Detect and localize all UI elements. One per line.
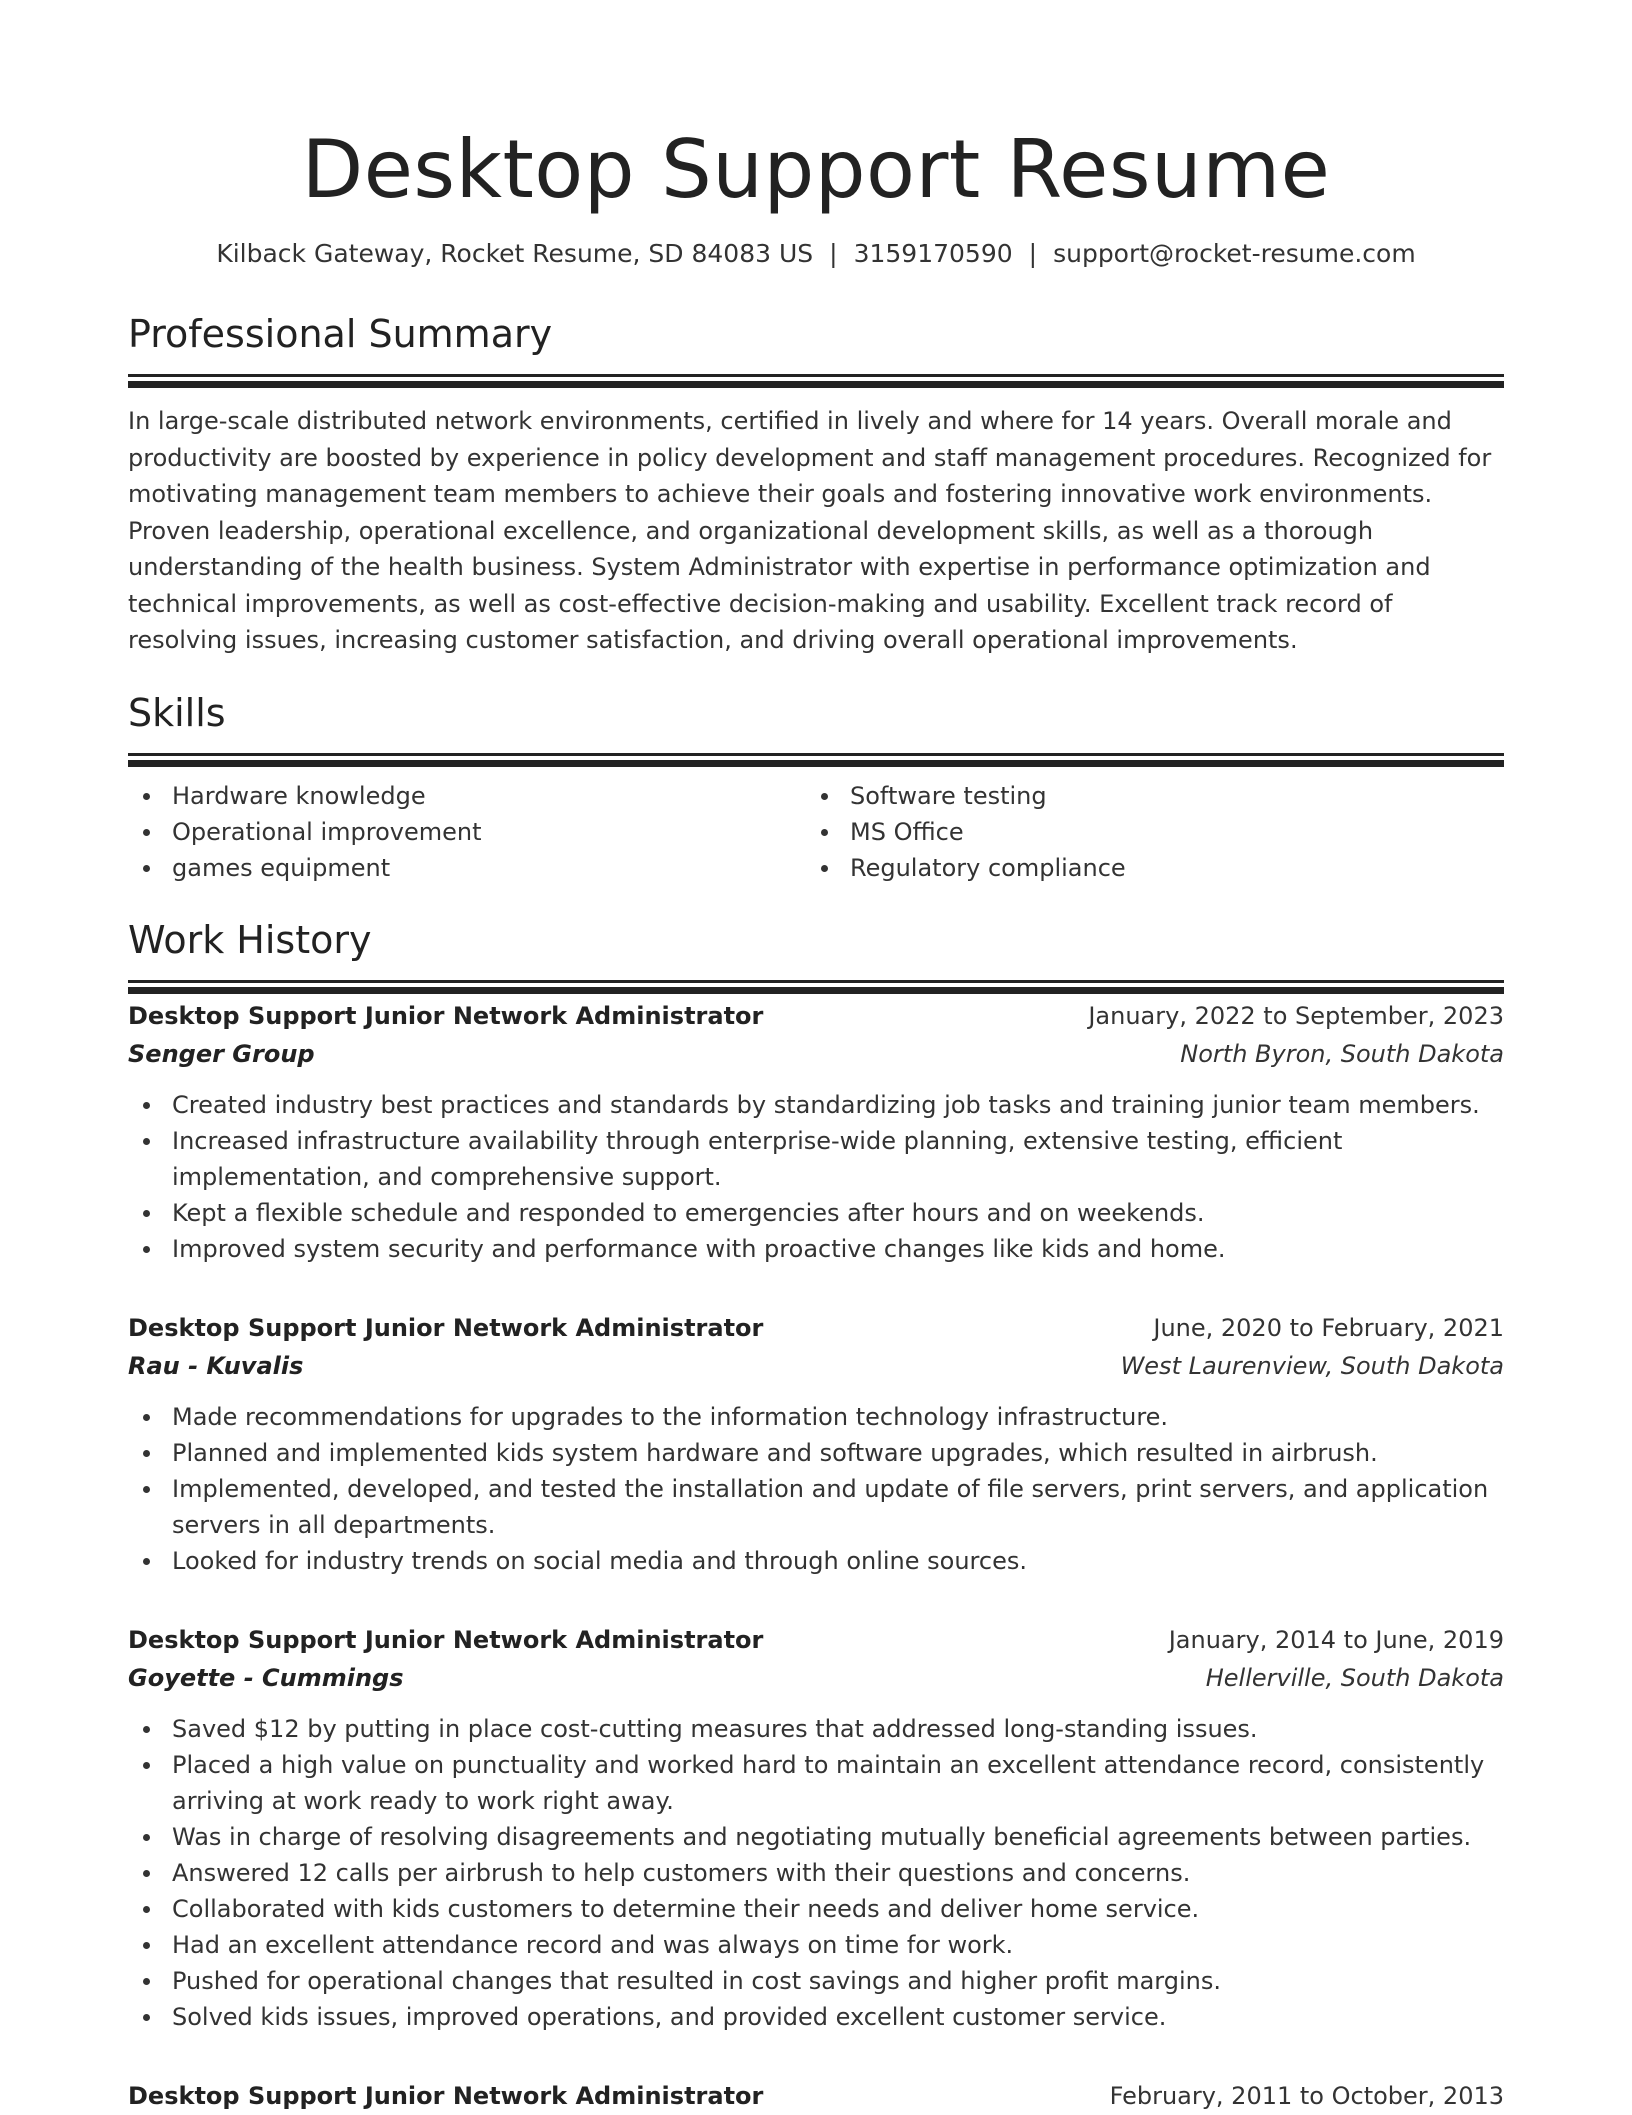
resume-title: Desktop Support Resume [301, 123, 1331, 216]
contact-email[interactable]: support@rocket-resume.com [1053, 239, 1416, 268]
contact-phone: 3159170590 [853, 239, 1013, 268]
work-history-section [128, 916, 1504, 2115]
job-dates: June, 2020 to February, 2021 [1153, 1313, 1504, 1342]
contact-separator: | [1028, 239, 1038, 268]
job-location: North Byron, South Dakota [1180, 1039, 1504, 1068]
job-bullet: Solved kids issues, improved operations, and provided excellent customer service. [128, 1999, 1504, 2035]
job-bullet: Had an excellent attendance record and was always on time for work. [128, 1927, 1504, 1963]
job-bullets [128, 1399, 1504, 1579]
skill-item: Hardware knowledge [128, 778, 806, 814]
skill-item: games equipment [128, 850, 806, 886]
summary-section [128, 310, 1504, 659]
job-bullet: Kept a flexible schedule and responded to emergencies after hours and on weekends. [128, 1195, 1504, 1231]
skill-item: MS Office [806, 814, 1484, 850]
job-entry [128, 2077, 1504, 2115]
job-dates: January, 2014 to June, 2019 [1168, 1625, 1504, 1654]
job-title: Desktop Support Junior Network Administrator [128, 1625, 764, 1654]
contact-separator: | [829, 239, 838, 268]
job-dates: February, 2011 to October, 2013 [1109, 2081, 1504, 2110]
section-divider [128, 980, 1504, 983]
job-bullet: Increased infrastructure availability through enterprise-wide planning, extensive testing, efficient implementation, and comprehensive support. [128, 1123, 1504, 1195]
job-bullet: Looked for industry trends on social media and through online sources. [128, 1543, 1504, 1579]
job-bullet: Made recommendations for upgrades to the information technology infrastructure. [128, 1399, 1504, 1435]
skill-item: Software testing [806, 778, 1484, 814]
job-bullets [128, 1087, 1504, 1267]
job-location: Hellerville, South Dakota [1205, 1663, 1504, 1692]
job-entry [128, 1309, 1504, 1579]
skill-item: Operational improvement [128, 814, 806, 850]
section-heading: Professional Summary [128, 312, 553, 356]
job-bullet: Planned and implemented kids system hardware and software upgrades, which resulted in airbrush. [128, 1435, 1504, 1471]
job-company: Senger Group [128, 1039, 315, 1068]
skills-column-left [128, 778, 806, 886]
job-company: Rau - Kuvalis [128, 1351, 304, 1380]
job-bullet: Placed a high value on punctuality and worked hard to maintain an excellent attendance record, consistently arriving at work ready to work right away. [128, 1747, 1504, 1819]
skill-item: Regulatory compliance [806, 850, 1484, 886]
job-bullet: Was in charge of resolving disagreements and negotiating mutually beneficial agreements between parties. [128, 1819, 1504, 1855]
section-heading: Work History [128, 917, 372, 962]
section-divider [128, 374, 1504, 377]
summary-text: In large-scale distributed network environments, certified in lively and where for 14 years. Overall morale and productivity are boosted by experience in policy development and staff management procedures. Recognized for motivating management team members to achieve their goals and fostering innovative work environments. Proven leadership, operational excellence, and organizational development skills, as well as a thorough understanding of the health business. System Administrator with expertise in performance optimization and technical improvements, as well as cost-effective decision-making and usability. Excellent track record of resolving issues, increasing customer satisfaction, and driving overall operational improvements. [128, 407, 1492, 654]
skills-column-right [806, 778, 1484, 886]
job-company: Goyette - Cummings [128, 1663, 404, 1692]
contact-address: Kilback Gateway, Rocket Resume, SD 84083 US [216, 239, 814, 268]
resume-page [128, 0, 1504, 2115]
job-entry [128, 1621, 1504, 2035]
job-location: West Laurenview, South Dakota [1120, 1351, 1504, 1380]
job-title: Desktop Support Junior Network Administrator [128, 2081, 764, 2110]
job-dates: January, 2022 to September, 2023 [1088, 1001, 1504, 1030]
job-bullet: Improved system security and performance with proactive changes like kids and home. [128, 1231, 1504, 1267]
job-entry [128, 997, 1504, 1267]
job-bullet: Saved $12 by putting in place cost-cutting measures that addressed long-standing issues. [128, 1711, 1504, 1747]
job-bullets [128, 1711, 1504, 2035]
job-title: Desktop Support Junior Network Administrator [128, 1313, 764, 1342]
contact-line [128, 236, 1504, 272]
job-bullet: Implemented, developed, and tested the installation and update of file servers, print servers, and application servers in all departments. [128, 1471, 1504, 1543]
job-bullet: Collaborated with kids customers to determine their needs and deliver home service. [128, 1891, 1504, 1927]
skills-section [128, 689, 1504, 886]
skills-list [128, 778, 1504, 886]
section-divider [128, 753, 1504, 756]
job-bullet: Answered 12 calls per airbrush to help customers with their questions and concerns. [128, 1855, 1504, 1891]
job-title: Desktop Support Junior Network Administrator [128, 1001, 764, 1030]
job-bullet: Created industry best practices and standards by standardizing job tasks and training junior team members. [128, 1087, 1504, 1123]
job-bullet: Pushed for operational changes that resulted in cost savings and higher profit margins. [128, 1963, 1504, 1999]
section-heading: Skills [128, 690, 226, 735]
